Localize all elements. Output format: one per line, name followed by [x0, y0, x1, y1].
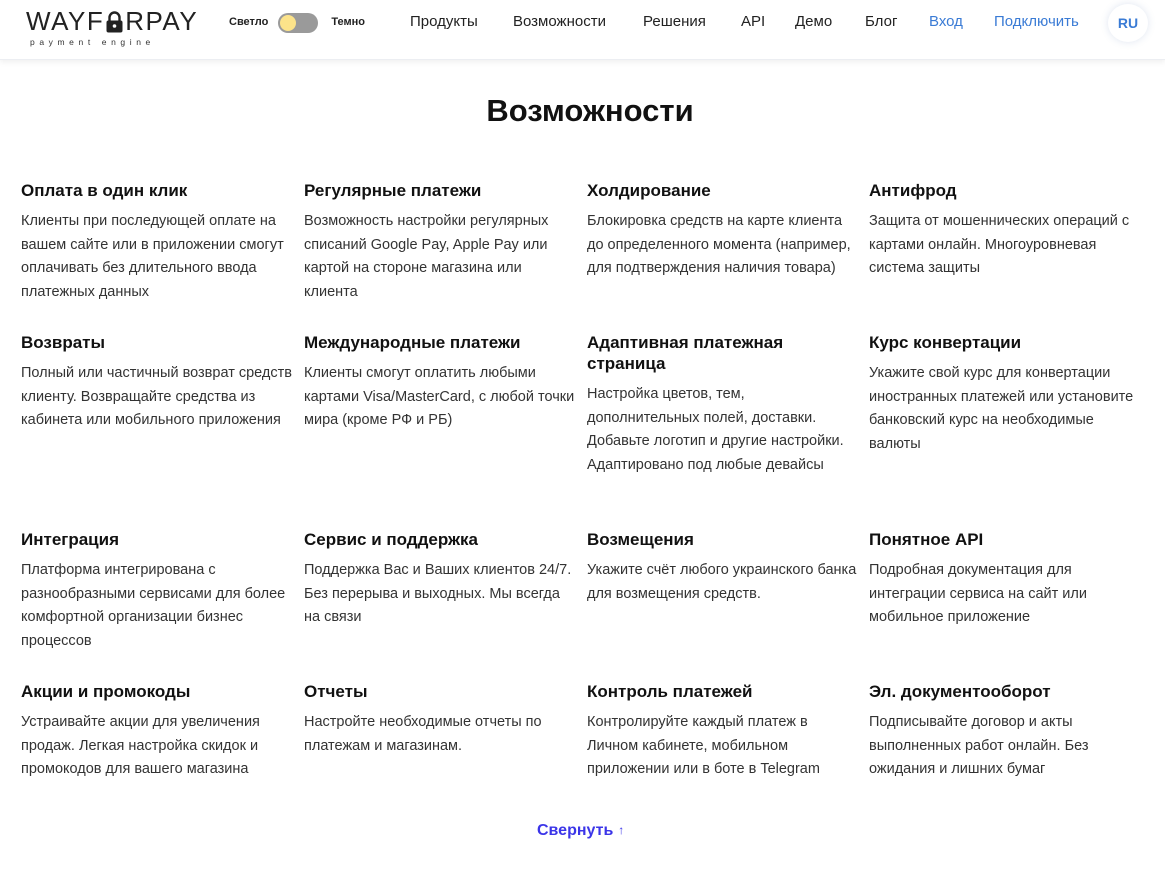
feature-reports [304, 681, 576, 758]
feature-title: Оплата в один клик [21, 181, 188, 200]
feature-title: Международные платежи [304, 333, 521, 352]
nav-demo[interactable]: Демо [795, 13, 833, 30]
page-title: Возможности [486, 93, 694, 128]
feature-description: Настройте необходимые отчеты по платежам и магазинам. [304, 714, 542, 754]
feature-title: Холдирование [587, 181, 711, 200]
logo-wordmark [26, 6, 199, 36]
toggle-knob [280, 15, 296, 31]
feature-description: Настройка цветов, тем, дополнительных полей, доставки. Добавьте логотип и другие настройки. Адаптировано под любые девайсы [587, 386, 844, 473]
feature-title: Сервис и поддержка [304, 530, 479, 549]
feature-conversion-rate [869, 332, 1141, 456]
language-selector[interactable]: RU [1108, 4, 1148, 42]
logo-text-left: WAYF [26, 6, 105, 36]
feature-title: Курс конвертации [869, 333, 1022, 352]
feature-support [304, 529, 576, 630]
feature-description: Клиенты смогут оплатить любыми картами Visa/MasterCard, с любой точки мира (кроме РФ и РБ) [304, 365, 575, 428]
nav-solutions[interactable]: Решения [643, 13, 706, 30]
feature-description: Устраивайте акции для увеличения продаж. Легкая настройка скидок и промокодов для вашего магазина [21, 714, 260, 777]
nav-login[interactable]: Вход [929, 13, 963, 30]
arrow-up-icon: ↑ [618, 823, 625, 837]
collapse-button[interactable] [537, 822, 624, 840]
padlock-icon [105, 10, 124, 32]
feature-description: Защита от мошеннических операций с картами онлайн. Многоуровневая система защиты [869, 213, 1130, 276]
nav-products[interactable]: Продукты [410, 13, 478, 30]
feature-title: Возмещения [587, 530, 694, 549]
wayforpay-logo[interactable] [26, 6, 199, 47]
feature-antifraud [869, 180, 1141, 281]
feature-api [869, 529, 1141, 630]
feature-payment-control [587, 681, 859, 782]
feature-description: Укажите счёт любого украинского банка для возмещения средств. [587, 562, 857, 602]
feature-edocs [869, 681, 1141, 782]
feature-title: Отчеты [304, 682, 368, 701]
feature-title: Интеграция [21, 530, 120, 549]
feature-description: Клиенты при последующей оплате на вашем сайте или в приложении смогут оплачивать без длительного ввода платежных данных [21, 213, 284, 300]
nav-features[interactable]: Возможности [513, 13, 606, 30]
nav-api[interactable]: API [741, 13, 766, 30]
feature-description: Полный или частичный возврат средств клиенту. Возвращайте средства из кабинета или мобильного приложения [21, 365, 292, 428]
feature-description: Подробная документация для интеграции сервиса на сайт или мобильное приложение [869, 562, 1087, 625]
site-header [0, 0, 1165, 60]
feature-promocodes [21, 681, 293, 782]
feature-description: Возможность настройки регулярных списаний Google Pay, Apple Pay или картой на стороне магазина или клиента [304, 213, 549, 300]
theme-light-label: Светло [229, 16, 269, 28]
nav-connect[interactable]: Подключить [994, 13, 1079, 30]
feature-description: Поддержка Вас и Ваших клиентов 24/7. Без перерыва и выходных. Мы всегда на связи [304, 562, 572, 625]
feature-one-click [21, 180, 293, 304]
theme-dark-label: Темно [331, 16, 365, 28]
feature-title: Понятное API [869, 530, 984, 549]
feature-refunds [21, 332, 293, 433]
feature-integration [21, 529, 293, 653]
feature-title: Регулярные платежи [304, 181, 482, 200]
feature-title: Акции и промокоды [21, 682, 191, 701]
feature-title: Антифрод [869, 181, 957, 200]
feature-description: Подписывайте договор и акты выполненных работ онлайн. Без ожидания и лишних бумаг [869, 714, 1089, 777]
collapse-label: Свернуть [537, 822, 614, 839]
theme-switcher [229, 10, 365, 34]
feature-reimbursement [587, 529, 859, 606]
feature-title: Возвраты [21, 333, 106, 352]
logo-subtitle: payment engine [30, 37, 155, 47]
feature-description: Укажите свой курс для конвертации иностранных платежей или установите банковский курс на необходимые валюты [869, 365, 1134, 452]
feature-title: Адаптивная платежная страница [587, 333, 784, 373]
feature-international [304, 332, 576, 433]
feature-adaptive-page [587, 332, 859, 477]
feature-description: Контролируйте каждый платеж в Личном кабинете, мобильном приложении или в боте в Telegram [587, 714, 820, 777]
logo-text-right: RPAY [125, 6, 199, 36]
nav-blog[interactable]: Блог [865, 13, 898, 30]
feature-title: Эл. документооборот [869, 682, 1051, 701]
theme-toggle[interactable] [278, 13, 318, 33]
feature-hold [587, 180, 859, 281]
feature-description: Блокировка средств на карте клиента до определенного момента (например, для подтверждения наличия товара) [587, 213, 851, 276]
feature-description: Платформа интегрирована с разнообразными сервисами для более комфортной организации бизнес процессов [21, 562, 286, 649]
feature-recurring [304, 180, 576, 304]
feature-title: Контроль платежей [587, 682, 753, 701]
